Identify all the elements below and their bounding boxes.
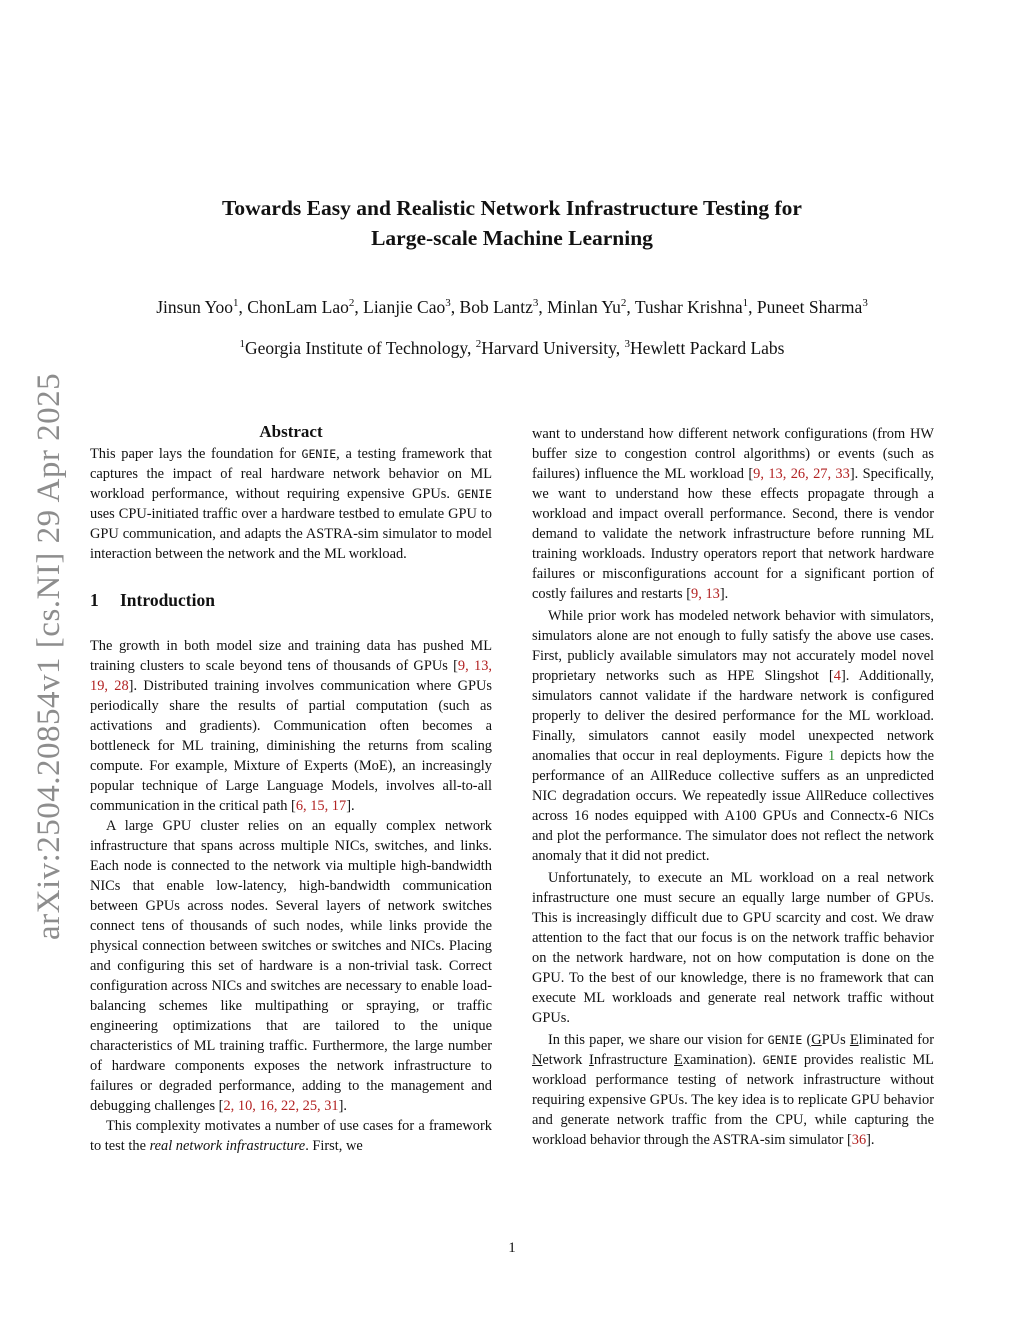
section-heading: 1 Introduction bbox=[90, 590, 215, 610]
citation[interactable]: 36 bbox=[851, 1132, 867, 1148]
author: Lianjie Cao$^3$, bbox=[363, 297, 460, 317]
intro-paragraph: A large GPU cluster relies on an equally complex network infrastructure that spans across multiple NICs, switches, and links. Each node is connected to the network via multiple high-bandwidth NICs that enable low-latency, high-bandwidth communication between GPUs across nodes. Several layers of network switches connect tens of thousands of such nodes, while links provide the physical connection between switches or switches and NICs. Placing and configuring this set of hardware is a non-trivial task. Correct configuration across NICs and switches are necessary to enable load-balancing schemes like multipathing or spraying, or traffic engineering optimizations that are tailored to the unique characteristics of ML training traffic. Furthermore, the large number of hardware components exposes the network infrastructure to failures or degraded performance, adding to the management and debugging challenges [2, 10, 16, 22, 25, 31]. bbox=[90, 818, 492, 1114]
genie-name: GENIE bbox=[762, 1053, 798, 1067]
genie-name: GENIE bbox=[767, 1033, 803, 1047]
citation[interactable]: 9, 13, 19, 28 bbox=[90, 658, 492, 694]
intro-paragraph: The growth in both model size and training data has pushed ML training clusters to scale beyond tens of thousands of GPUs [9, 13, 19, 28]. Distributed training involves communication where GPUs periodically share the results of partial computation (such as activations and gradients). Communication often becomes a bottleneck for ML training, diminishing the returns from scaling compute. For example, Mixture of Experts (MoE), an increasingly popular technique of Large Language Models, involves all-to-all communication in the critical path [6, 15, 17]. bbox=[90, 638, 492, 814]
author-list bbox=[60, 294, 964, 320]
citation[interactable]: 2, 10, 16, 22, 25, 31 bbox=[223, 1098, 339, 1114]
author: Bob Lantz$^3$, bbox=[459, 297, 548, 317]
affiliation: $^1$Georgia Institute of Technology, bbox=[239, 338, 476, 358]
abstract-heading: Abstract bbox=[259, 422, 323, 441]
acronym-expansion: GPUs Eliminated for Network Infrastructure Examination bbox=[532, 1032, 935, 1068]
page-number: 1 bbox=[508, 1240, 516, 1256]
citation[interactable]: 4 bbox=[833, 668, 841, 684]
affiliation: $^3$Hewlett Packard Labs bbox=[624, 338, 785, 358]
intro-paragraph: In this paper, we share our vision for GENIE (GPUs Eliminated for Network Infrastructure Examination). GENIE provides realistic ML workload performance testing of network infrastructure without requiring expensive GPUs. The key idea is to replicate GPU behavior and generate network traffic from the CPU, while capturing the workload behavior through the ASTRA-sim simulator [36]. bbox=[532, 1032, 935, 1148]
paper-title bbox=[150, 193, 874, 253]
citation[interactable]: 9, 13 bbox=[691, 586, 720, 602]
genie-name: GENIE bbox=[457, 487, 492, 501]
author: Jinsun Yoo$^1$, bbox=[156, 297, 248, 317]
title-line-2: Large-scale Machine Learning bbox=[371, 226, 653, 250]
title-line-1: Towards Easy and Realistic Network Infrastructure Testing for bbox=[222, 196, 802, 220]
right-column bbox=[532, 424, 934, 1150]
left-column bbox=[90, 420, 492, 1156]
figure-reference[interactable]: 1 bbox=[827, 748, 836, 764]
intro-paragraph: This complexity motivates a number of use cases for a framework to test the real network infrastructure. First, we bbox=[90, 1118, 492, 1154]
author: Tushar Krishna$^1$, bbox=[634, 297, 757, 317]
abstract-text: This paper lays the foundation for GENIE, a testing framework that captures the impact of real hardware network behavior on ML workload performance, without requiring expensive GPUs. GENIE uses CPU-initiated traffic over a hardware testbed to emulate GPU to GPU communication, and adapts the ASTRA-sim simulator to model interaction between the network and the ML workload. bbox=[90, 446, 492, 562]
genie-name: GENIE bbox=[301, 447, 337, 461]
intro-paragraph: While prior work has modeled network behavior with simulators, simulators alone are not enough to fully satisfy the above use cases. First, publicly available simulators may not accurately model novel proprietary networks such as HPE Slingshot [4]. Additionally, simulators cannot validate if the hardware network is configured properly to deliver the desired performance for the ML workload. Finally, simulators cannot easily model unexpected network anomalies that occur in real deployments. Figure 1 depicts how the performance of an AllReduce collective suffers as an unpredicted NIC degradation occurs. We repeatedly issue AllReduce collectives across 16 nodes equipped with A100 GPUs and Connectx-6 NICs and plot the performance. The simulator does not reflect the network anomaly that it did not predict. bbox=[532, 608, 935, 864]
arxiv-identifier: arXiv:2504.20854v1 [cs.NI] 29 Apr 2025 bbox=[31, 372, 67, 940]
affiliation-list bbox=[60, 335, 964, 361]
author: ChonLam Lao$^2$, bbox=[247, 297, 364, 317]
intro-paragraph: Unfortunately, to execute an ML workload on a real network infrastructure one must secure an equally large number of GPUs. This is increasingly difficult due to GPU scarcity and cost. We draw attention to the fact that our focus is on the network traffic behavior on the network hardware, not on how computation is done on the GPU. To the best of our knowledge, there is no framework that can execute ML workloads and generate real network traffic without GPUs. bbox=[532, 870, 934, 1026]
intro-paragraph: want to understand how different network configurations (from HW buffer size to congestion control algorithms) or events (such as failures) influence the ML workload [9, 13, 26, 27, 33]. Specifically, we want to understand how these effects propagate through a workload and impact overall performance. Second, there is vendor demand to validate the network infrastructure before running ML training workloads. Industry operators report that network hardware failures or misconfigurations account for a significant portion of costly failures and restarts [9, 13]. bbox=[532, 426, 934, 602]
citation[interactable]: 6, 15, 17 bbox=[295, 798, 347, 814]
author: Minlan Yu$^2$, bbox=[547, 297, 635, 317]
author: Puneet Sharma$^3$ bbox=[756, 297, 868, 317]
affiliation: $^2$Harvard University, bbox=[475, 338, 625, 358]
citation[interactable]: 9, 13, 26, 27, 33 bbox=[753, 466, 850, 482]
